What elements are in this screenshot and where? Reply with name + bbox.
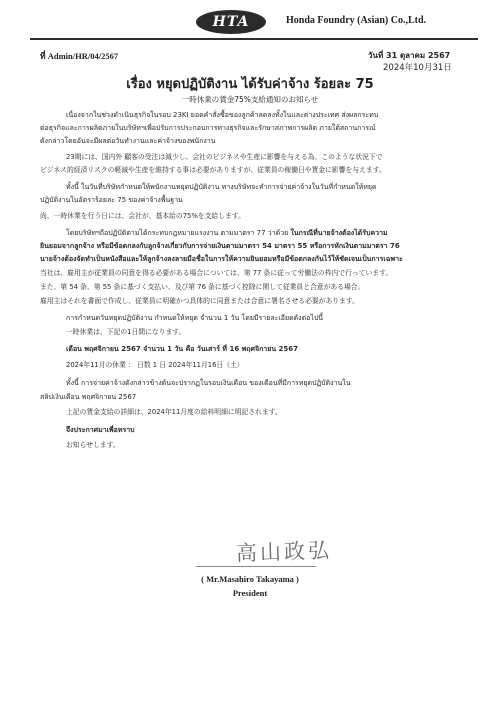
signature-line	[196, 566, 316, 567]
signer-title: President	[232, 588, 268, 598]
paragraph-1-jp-line-1: 23期には、国内外 顧客の受注は減少し、会社のビジネスや生産に影響を与える為、このような状況下で	[66, 153, 383, 161]
paragraph-2-line-1: ทั้งนี้ ในวันที่บริษัทกำหนดให้พนักงานหยุดปฏิบัติงาน ทางบริษัทจะทำการจ่ายค่าจ้างในวันที่กำหนดให้หยุด	[66, 183, 377, 191]
closing-thai: จึงประกาศมาเพื่อทราบ	[66, 426, 135, 434]
paragraph-3-line-1	[66, 229, 388, 238]
paragraph-4-jp: 一時休業は、下記の1日間になります。	[66, 328, 186, 336]
paragraph-2-line-2: ปฏิบัติงานในอัตราร้อยละ 75 ของค่าจ้างพื้นฐาน	[40, 196, 183, 204]
handwritten-signature: 高山政弘	[235, 538, 333, 566]
paragraph-1-line-2: ต่อธุรกิจและการผลิตภายในบริษัทฯเพื่อปรับการประกอบการทางธุรกิจและรักษาสภาพการผลิต ภายใต้สถานการณ์	[40, 124, 376, 132]
signer-name: ( Mr.Masahiro Takayama )	[201, 574, 299, 584]
paragraph-1-line-3: ดังกล่าวโดยอันจะมีผลต่อวันทำงานและค่าจ้างของพนักงาน	[40, 137, 216, 145]
paragraph-6-line-2: สลิปเงินเดือน พฤศจิกายน 2567	[40, 393, 137, 401]
date-thai: วันที่ 31 ตุลาคม 2567	[368, 51, 451, 60]
paragraph-3-jp-line-3: 雇用主はそれを書面で作成し、従業員に明確かつ具体的に同意または合意に署名させる必要があります。	[40, 297, 359, 305]
paragraph-6-jp: 上記の賃金支給の詳細は、2024年11月度の給料明細に明記されます。	[66, 408, 282, 416]
paragraph-3-line-1-text: โดยบริษัทฯถือปฏิบัติตามได้กระทบกฎหมายแรงงาน ตามมาตรา 77 ว่าด้วย	[66, 229, 289, 237]
holiday-date-japanese: 2024年11月の休業 ： 日数 1 日 2024年11月16日（土）	[66, 361, 244, 369]
header-divider	[30, 38, 478, 40]
company-logo: HTA	[196, 10, 266, 34]
document-subtitle: 一時休業の賃金75%支給通知のお知らせ	[181, 95, 319, 104]
paragraph-3-jp-line-2: また、第 54 条、第 55 条に基づく支払い、及び第 76 条に基づく控除に関して従業員と合意がある場合、	[40, 283, 365, 291]
document-title: เรื่อง หยุดปฏิบัติงาน ได้รับค่าจ้าง ร้อยละ 75	[126, 77, 374, 92]
paragraph-3-line-2: ยินยอมจากลูกจ้าง หรือมีข้อตกลงกับลูกจ้างเกี่ยวกับการจ่ายเงินตามมาตรา 54 มาตรา 55 หรือการหักเงินตามมาตรา 76	[40, 242, 400, 250]
paragraph-1-jp-line-2: ビジネス的経済リスクの軽減や生産を維持する事は必要がありますが、従業員の稼働日や賃金に影響を与えます。	[40, 166, 386, 174]
document-number: ที่ Admin/HR/04/2567	[40, 51, 119, 61]
paragraph-3-jp-line-1: 当社は、雇用主が従業員の同意を得る必要がある場合については、第 77 条に従って労働法の枠内で行っています。	[40, 269, 393, 277]
paragraph-3-line-3: นายจ้างต้องจัดทำเป็นหนังสือและให้ลูกจ้างลงลายมือชื่อในการให้ความยินยอมหรือมีข้อตกลงกันไว้ให้ชัดเจนเป็นการเฉพาะ	[40, 255, 403, 263]
paragraph-1-line-1: เนื่องจากในช่วงดำเนินธุรกิจในรอบ 23KI ยอดคำสั่งซื้อของลูกค้าลดลงทั้งในและต่างประเทศ ส่งผลกระทบ	[66, 111, 379, 119]
company-name: Honda Foundry (Asian) Co.,Ltd.	[286, 15, 427, 26]
paragraph-6-line-1: ทั้งนี้ การจ่ายค่าจ้างดังกล่าวข้างต้นจะปรากฏในรอบเงินเดือน ของเดือนที่มีการหยุดปฏิบัติงานใน	[66, 379, 351, 387]
holiday-date-thai: เดือน พฤศจิกายน 2567 จำนวน 1 วัน คือ วันเสาร์ ที่ 16 พฤศจิกายน 2567	[66, 345, 299, 353]
date-japanese: 2024年10月31日	[383, 63, 452, 73]
paragraph-3-line-1-bold: ในกรณีที่นายจ้างต้องได้รับความ	[290, 229, 388, 237]
closing-japanese: お知らせします。	[66, 441, 120, 449]
paragraph-2-jp: 尚、一時休業を行う日には、会社が、基本給の75%を支給します。	[40, 212, 245, 220]
paragraph-4-line-1: การกำหนดวันหยุดปฏิบัติงาน กำหนดให้หยุด จำนวน 1 วัน โดยมีรายละเอียดดังต่อไปนี้	[66, 314, 324, 322]
